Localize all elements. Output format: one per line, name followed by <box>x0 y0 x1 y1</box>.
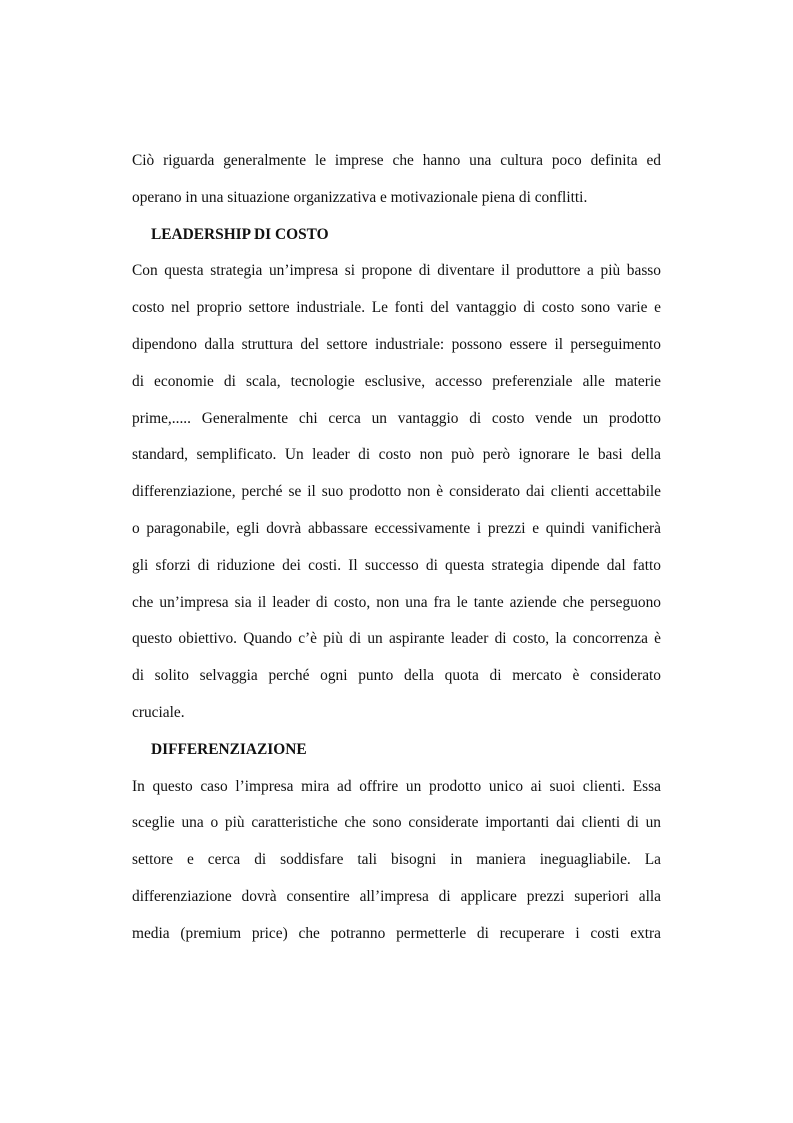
text-line: costo nel proprio settore industriale. Le fonti del vantaggio di costo sono varie e <box>132 299 661 317</box>
text-line: standard, semplificato. Un leader di costo non può però ignorare le basi della <box>132 446 661 464</box>
text-line: Ciò riguarda generalmente le imprese che hanno una cultura poco definita ed <box>132 152 661 169</box>
text-line: gli sforzi di riduzione dei costi. Il successo di questa strategia dipende dal fatto <box>132 556 661 574</box>
paragraph-cost-leadership <box>132 261 661 739</box>
text-line: prime,..... Generalmente chi cerca un vantaggio di costo vende un prodotto <box>132 409 661 427</box>
paragraph-differentiation <box>132 777 661 961</box>
document-body <box>132 151 661 961</box>
text-line: media (premium price) che potranno permetterle di recuperare i costi extra <box>132 924 661 942</box>
text-line: In questo caso l’impresa mira ad offrire un prodotto unico ai suoi clienti. Essa <box>132 777 661 795</box>
text-line: Con questa strategia un’impresa si propone di diventare il produttore a più basso <box>132 262 661 280</box>
text-line: di solito selvaggia perché ogni punto della quota di mercato è considerato <box>132 667 661 685</box>
section-heading-differentiation: DIFFERENZIAZIONE <box>151 740 307 758</box>
text-line: che un’impresa sia il leader di costo, non una fra le tante aziende che perseguono <box>132 593 661 611</box>
section-heading-cost-leadership: LEADERSHIP DI COSTO <box>151 225 329 243</box>
text-line: cruciale. <box>132 703 185 721</box>
text-line: differenziazione, perché se il suo prodotto non è considerato dai clienti accettabile <box>132 483 661 501</box>
text-line: di economie di scala, tecnologie esclusive, accesso preferenziale alle materie <box>132 372 661 390</box>
text-line: operano in una situazione organizzativa e motivazionale piena di conflitti. <box>132 188 588 206</box>
text-line: differenziazione dovrà consentire all’impresa di applicare prezzi superiori alla <box>132 887 661 905</box>
paragraph-intro <box>132 151 661 225</box>
text-line: settore e cerca di soddisfare tali bisogni in maniera ineguagliabile. La <box>132 851 661 869</box>
text-line: questo obiettivo. Quando c’è più di un aspirante leader di costo, la concorrenza è <box>132 630 661 648</box>
text-line: o paragonabile, egli dovrà abbassare eccessivamente i prezzi e quindi vanificherà <box>132 519 661 537</box>
text-line: sceglie una o più caratteristiche che sono considerate importanti dai clienti di un <box>132 814 661 832</box>
text-line: dipendono dalla struttura del settore industriale: possono essere il perseguimento <box>132 335 661 353</box>
